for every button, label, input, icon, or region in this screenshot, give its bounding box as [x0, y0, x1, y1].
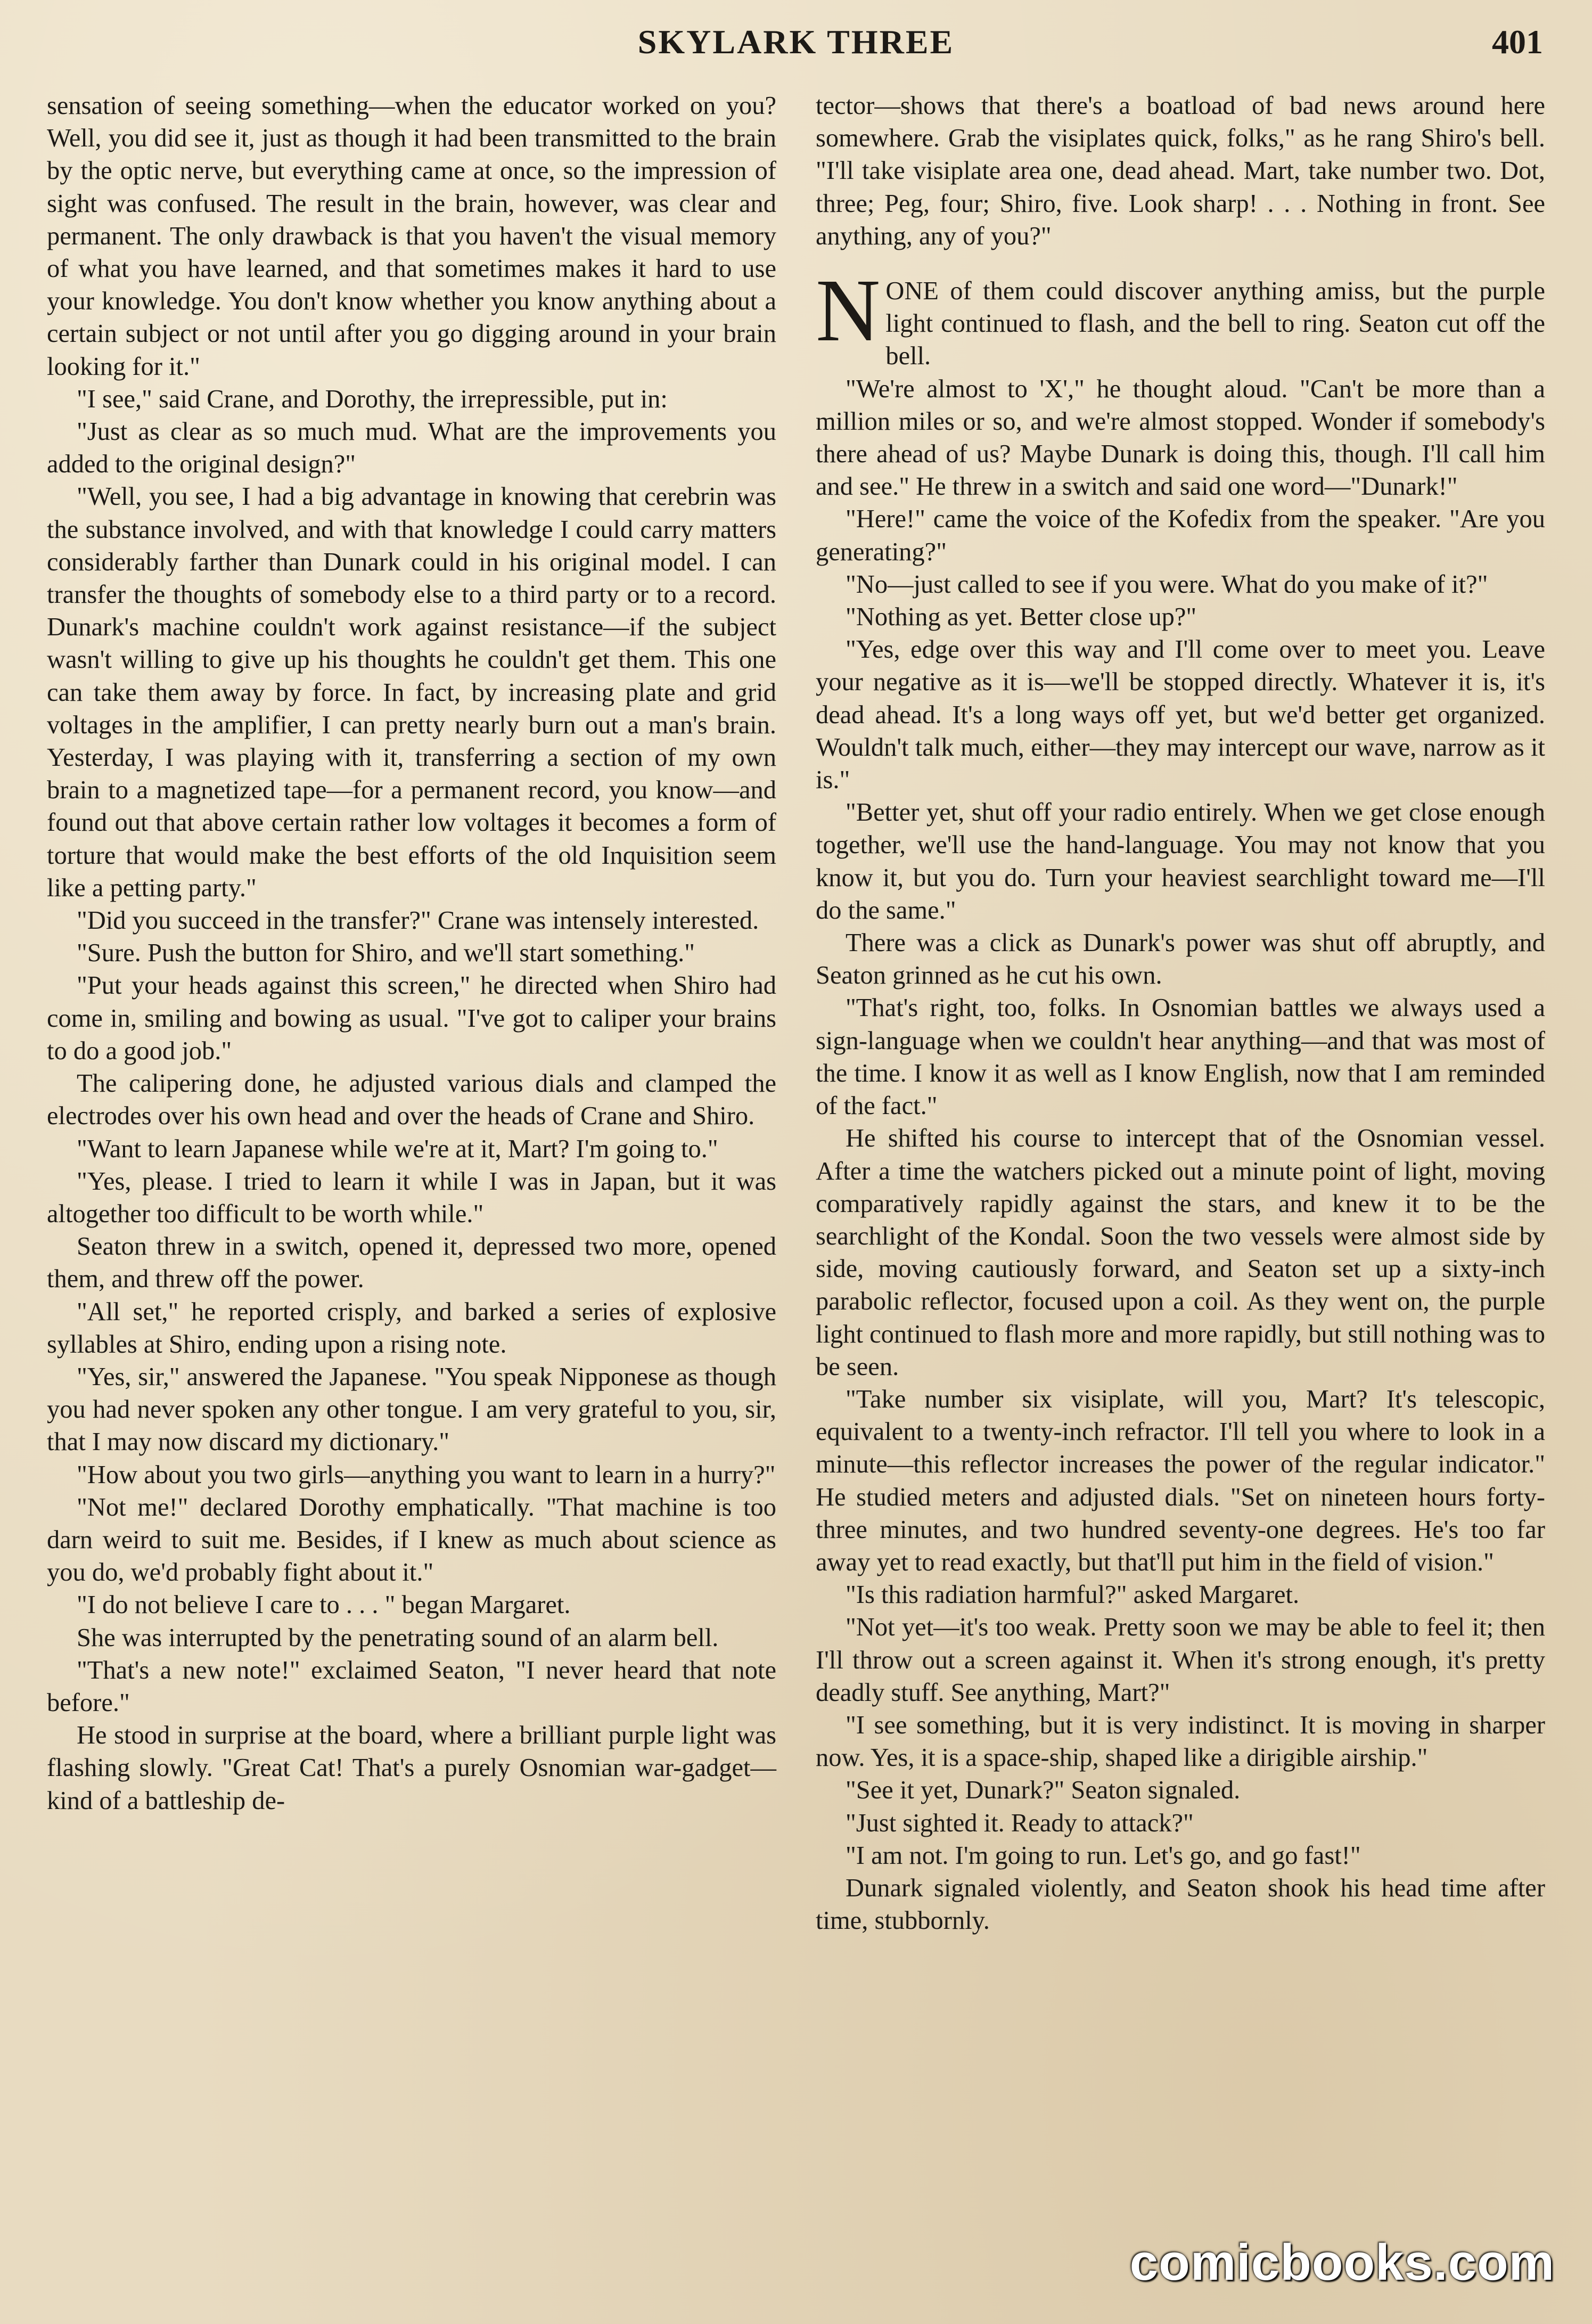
- paragraph: "See it yet, Dunark?" Seaton signaled.: [846, 1776, 1241, 1805]
- paragraph: Dunark signaled violently, and Seaton shook his head time after time, stubbornly.: [816, 1873, 1545, 1935]
- paragraph: "Want to learn Japanese while we're at it, Mart? I'm going to.": [77, 1134, 718, 1163]
- section-opening-paragraph: NONE of them could discover anything amiss, but the purple light continued to flash, and the bell to ring. Seaton cut off the bell.: [816, 261, 1545, 371]
- paragraph: "Nothing as yet. Better close up?": [846, 603, 1197, 632]
- paragraph: "That's right, too, folks. In Osnomian battles we always used a sign-language when we couldn't hear anything—and that was most of the time. I know it as well as I know English, now that I am reminded of the fact.": [816, 994, 1545, 1120]
- paragraph: "That's a new note!" exclaimed Seaton, "I never heard that note before.": [47, 1656, 776, 1717]
- paragraph: "Not yet—it's too weak. Pretty soon we may be able to feel it; then I'll throw out a screen against it. When it's strong enough, it's pretty deadly stuff. See anything, Mart?": [816, 1613, 1545, 1707]
- paragraph: Seaton threw in a switch, opened it, depressed two more, opened them, and threw off the power.: [47, 1232, 776, 1294]
- site-watermark: comicbooks.com: [1129, 2234, 1555, 2291]
- paragraph: "Sure. Push the button for Shiro, and we'll start something.": [77, 939, 695, 968]
- paragraph: "Yes, edge over this way and I'll come over to meet you. Leave your negative as it is—we'll be stopped directly. Whatever it is, it's dead ahead. It's a long ways off yet, but we'd better get organized. Wouldn't talk much, either—they may intercept our wave, narrow as it is.": [816, 635, 1545, 795]
- paragraph: sensation of seeing something—when the educator worked on you? Well, you did see it, just as though it had been transmitted to the brain by the optic nerve, but everything came at once, so the impression of sight was confused. The result in the brain, however, was clear and permanent. The only drawback is that you haven't the visual memory of what you have learned, and that sometimes makes it hard to use your knowledge. You don't know whether you know anything about a certain subject or not until after you go digging around in your brain looking for it.": [47, 92, 776, 381]
- paragraph: He shifted his course to intercept that of the Osnomian vessel. After a time the watchers picked out a minute point of light, moving comparatively rapidly against the stars, and knew it to be the searchlight of the Kondal. Soon the two vessels were almost side by side, moving cautiously forward, and Seaton set up a sixty-inch parabolic reflector, focused upon a coil. As they went on, the purple light continued to flash more and more rapidly, but still nothing was to be seen.: [816, 1124, 1545, 1381]
- paragraph: "All set," he reported crisply, and barked a series of explosive syllables at Shiro, ending upon a rising note.: [47, 1297, 776, 1359]
- paragraph: tector—shows that there's a boatload of bad news around here somewhere. Grab the visiplates quick, folks," as he rang Shiro's bell. "I'll take visiplate area one, dead ahead. Mart, take number two. Dot, three; Peg, four; Shiro, five. Look sharp! . . . Nothing in front. See anything, any of you?": [816, 92, 1545, 250]
- paragraph: "I am not. I'm going to run. Let's go, and go fast!": [846, 1841, 1361, 1870]
- paragraph: "Yes, sir," answered the Japanese. "You speak Nipponese as though you had never spoken any other tongue. I am very grateful to you, sir, that I may now discard my dictionary.": [47, 1362, 776, 1456]
- paragraph: "Just sighted it. Ready to attack?": [846, 1809, 1194, 1837]
- paragraph: The calipering done, he adjusted various dials and clamped the electrodes over his own head and over the heads of Crane and Shiro.: [47, 1069, 776, 1131]
- paragraph: "Better yet, shut off your radio entirely. When we get close enough together, we'll use the hand-language. You may not know that you know it, but you do. Turn your heaviest searchlight toward me—I'll do the same.": [816, 798, 1545, 924]
- left-column: [47, 89, 776, 1817]
- paragraph: "Is this radiation harmful?" asked Margaret.: [846, 1581, 1300, 1609]
- paragraph: "Well, you see, I had a big advantage in knowing that cerebrin was the substance involved, and with that knowledge I could carry matters considerably farther than Dunark could in his original model. I can transfer the thoughts of somebody else to a third party or to a record. Dunark's machine couldn't work against resistance—if the subject wasn't willing to give up his thoughts he couldn't get them. This one can take them away by force. In fact, by increasing plate and grid voltages in the amplifier, I can pretty nearly burn out a man's brain. Yesterday, I was playing with it, transferring a section of my own brain to a magnetized tape—for a permanent record, you know—and found out that above certain rather low voltages it becomes a form of torture that would make the best efforts of the old Inquisition seem like a petting party.": [47, 482, 776, 902]
- right-column: [816, 89, 1545, 1937]
- paragraph: "Not me!" declared Dorothy emphatically. "That machine is too darn weird to suit me. Besides, if I knew as much about science as you do, we'd probably fight about it.": [47, 1493, 776, 1587]
- page-number: 401: [1492, 23, 1543, 61]
- paragraph: "No—just called to see if you were. What do you make of it?": [846, 570, 1488, 599]
- running-title: SKYLARK THREE: [637, 23, 955, 61]
- paragraph: She was interrupted by the penetrating sound of an alarm bell.: [77, 1623, 719, 1652]
- page-header: [0, 0, 1592, 64]
- paragraph: "Just as clear as so much mud. What are the improvements you added to the original design?": [47, 418, 776, 479]
- paragraph: "I do not believe I care to . . . " began Margaret.: [77, 1591, 571, 1619]
- paragraph: "Put your heads against this screen," he directed when Shiro had come in, smiling and bowing as usual. "I've got to caliper your brains to do a good job.": [47, 971, 776, 1065]
- paragraph: There was a click as Dunark's power was shut off abruptly, and Seaton grinned as he cut his own.: [816, 929, 1545, 990]
- paragraph: "I see," said Crane, and Dorothy, the irrepressible, put in:: [77, 384, 668, 413]
- paragraph: "How about you two girls—anything you want to learn in a hurry?": [77, 1460, 776, 1489]
- paragraph: He stood in surprise at the board, where a brilliant purple light was flashing slowly. "Great Cat! That's a purely Osnomian war-gadget—kind of a battleship de-: [47, 1721, 776, 1815]
- paragraph: "Did you succeed in the transfer?" Crane was intensely interested.: [77, 906, 759, 935]
- paragraph: "Yes, please. I tried to learn it while I was in Japan, but it was altogether too difficult to be worth while.": [47, 1167, 776, 1228]
- paragraph: "Here!" came the voice of the Kofedix from the speaker. "Are you generating?": [816, 505, 1545, 566]
- paragraph: "Take number six visiplate, will you, Mart? It's telescopic, equivalent to a twenty-inch refractor. I'll tell you where to look in a minute—this reflector increases the power of the regular indicator." He studied meters and adjusted dials. "Set on nineteen hours forty-three minutes, and two hundred seventy-one degrees. He's too far away yet to read exactly, but that'll put him in the field of vision.": [816, 1385, 1545, 1576]
- paragraph: "We're almost to 'X'," he thought aloud. "Can't be more than a million miles or so, and we're almost stopped. Wonder if somebody's there ahead of us? Maybe Dunark is doing this, though. I'll call him and see." He threw in a switch and said one word—"Dunark!": [816, 374, 1545, 501]
- paragraph: "I see something, but it is very indistinct. It is moving in sharper now. Yes, it is a space-ship, shaped like a dirigible airship.": [816, 1711, 1545, 1772]
